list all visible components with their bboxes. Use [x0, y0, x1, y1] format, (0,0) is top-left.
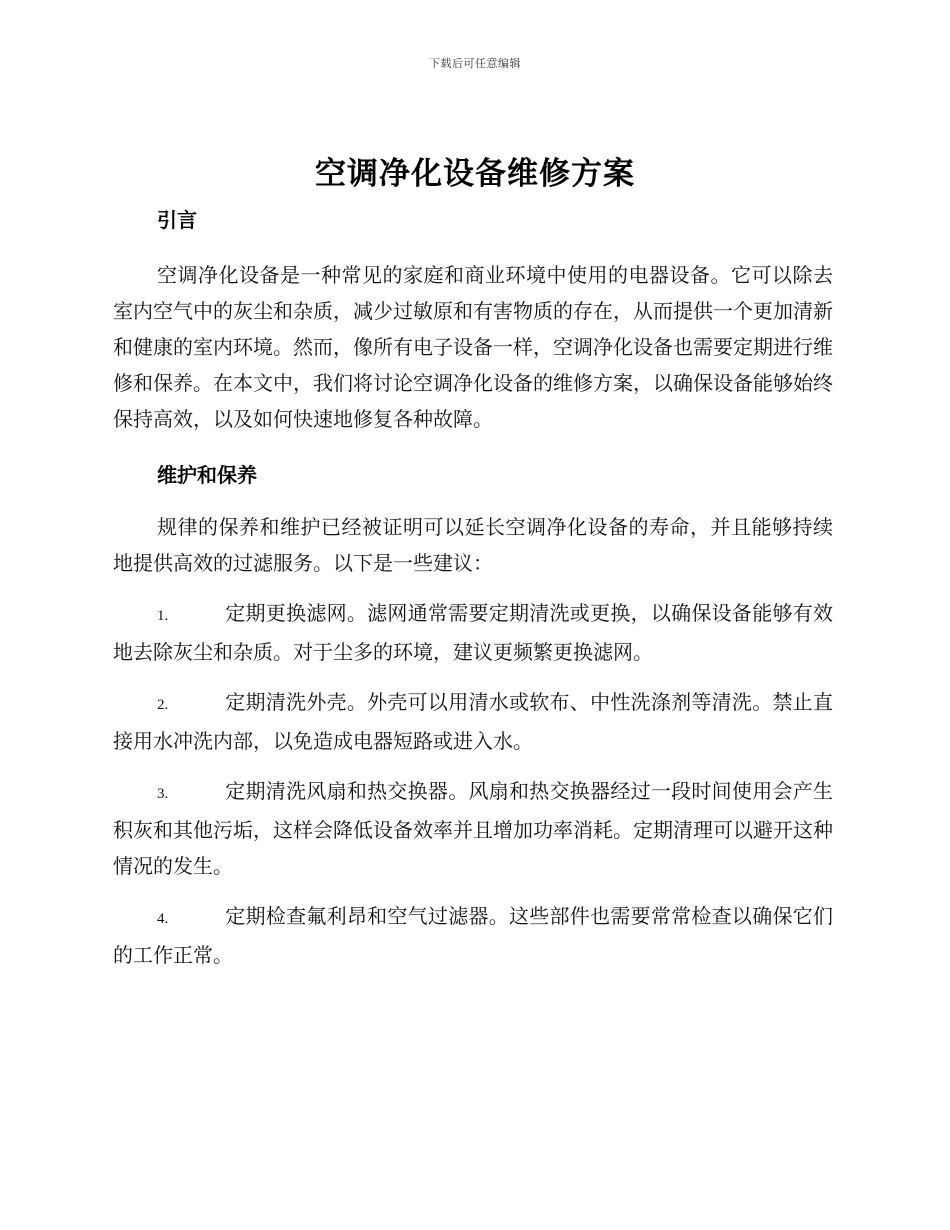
- list-item: [113, 595, 833, 670]
- list-item: [113, 684, 833, 759]
- intro-paragraph: 空调净化设备是一种常见的家庭和商业环境中使用的电器设备。它可以除去室内空气中的灰尘和杂质，减少过敏原和有害物质的存在，从而提供一个更加清新和健康的室内环境。然而，像所有电子设备一样，空调净化设备也需要定期进行维修和保养。在本文中，我们将讨论空调净化设备的维修方案，以确保设备能够始终保持高效，以及如何快速地修复各种故障。: [113, 263, 833, 431]
- list-item: [113, 898, 833, 973]
- list-item-number: 4.: [157, 911, 169, 927]
- list-item-text: 定期检查氟利昂和空气过滤器。这些部件也需要常常检查以确保它们的工作正常。: [113, 904, 833, 967]
- list-item: [113, 773, 833, 884]
- maintenance-paragraph: 规律的保养和维护已经被证明可以延长空调净化设备的寿命，并且能够持续地提供高效的过滤服务。以下是一些建议：: [113, 515, 833, 575]
- header-note: 下载后可任意编辑: [429, 57, 521, 70]
- list-item-text: 定期清洗风扇和热交换器。风扇和热交换器经过一段时间使用会产生积灰和其他污垢，这样会降低设备效率并且增加功率消耗。定期清理可以避开这种情况的发生。: [113, 779, 833, 878]
- list-item-text: 定期清洗外壳。外壳可以用清水或软布、中性洗涤剂等清洗。禁止直接用水冲洗内部，以免造成电器短路或进入水。: [113, 690, 833, 753]
- document-body: [113, 200, 833, 973]
- list-item-number: 3.: [157, 786, 169, 802]
- document-title: 空调净化设备维修方案: [315, 156, 635, 192]
- list-item-number: 1.: [157, 608, 169, 624]
- list-item-number: 2.: [157, 697, 169, 713]
- section-heading-maintenance: 维护和保养: [157, 463, 257, 487]
- list-item-text: 定期更换滤网。滤网通常需要定期清洗或更换，以确保设备能够有效地去除灰尘和杂质。对于尘多的环境，建议更频繁更换滤网。: [113, 601, 833, 664]
- section-heading-intro: 引言: [157, 208, 197, 232]
